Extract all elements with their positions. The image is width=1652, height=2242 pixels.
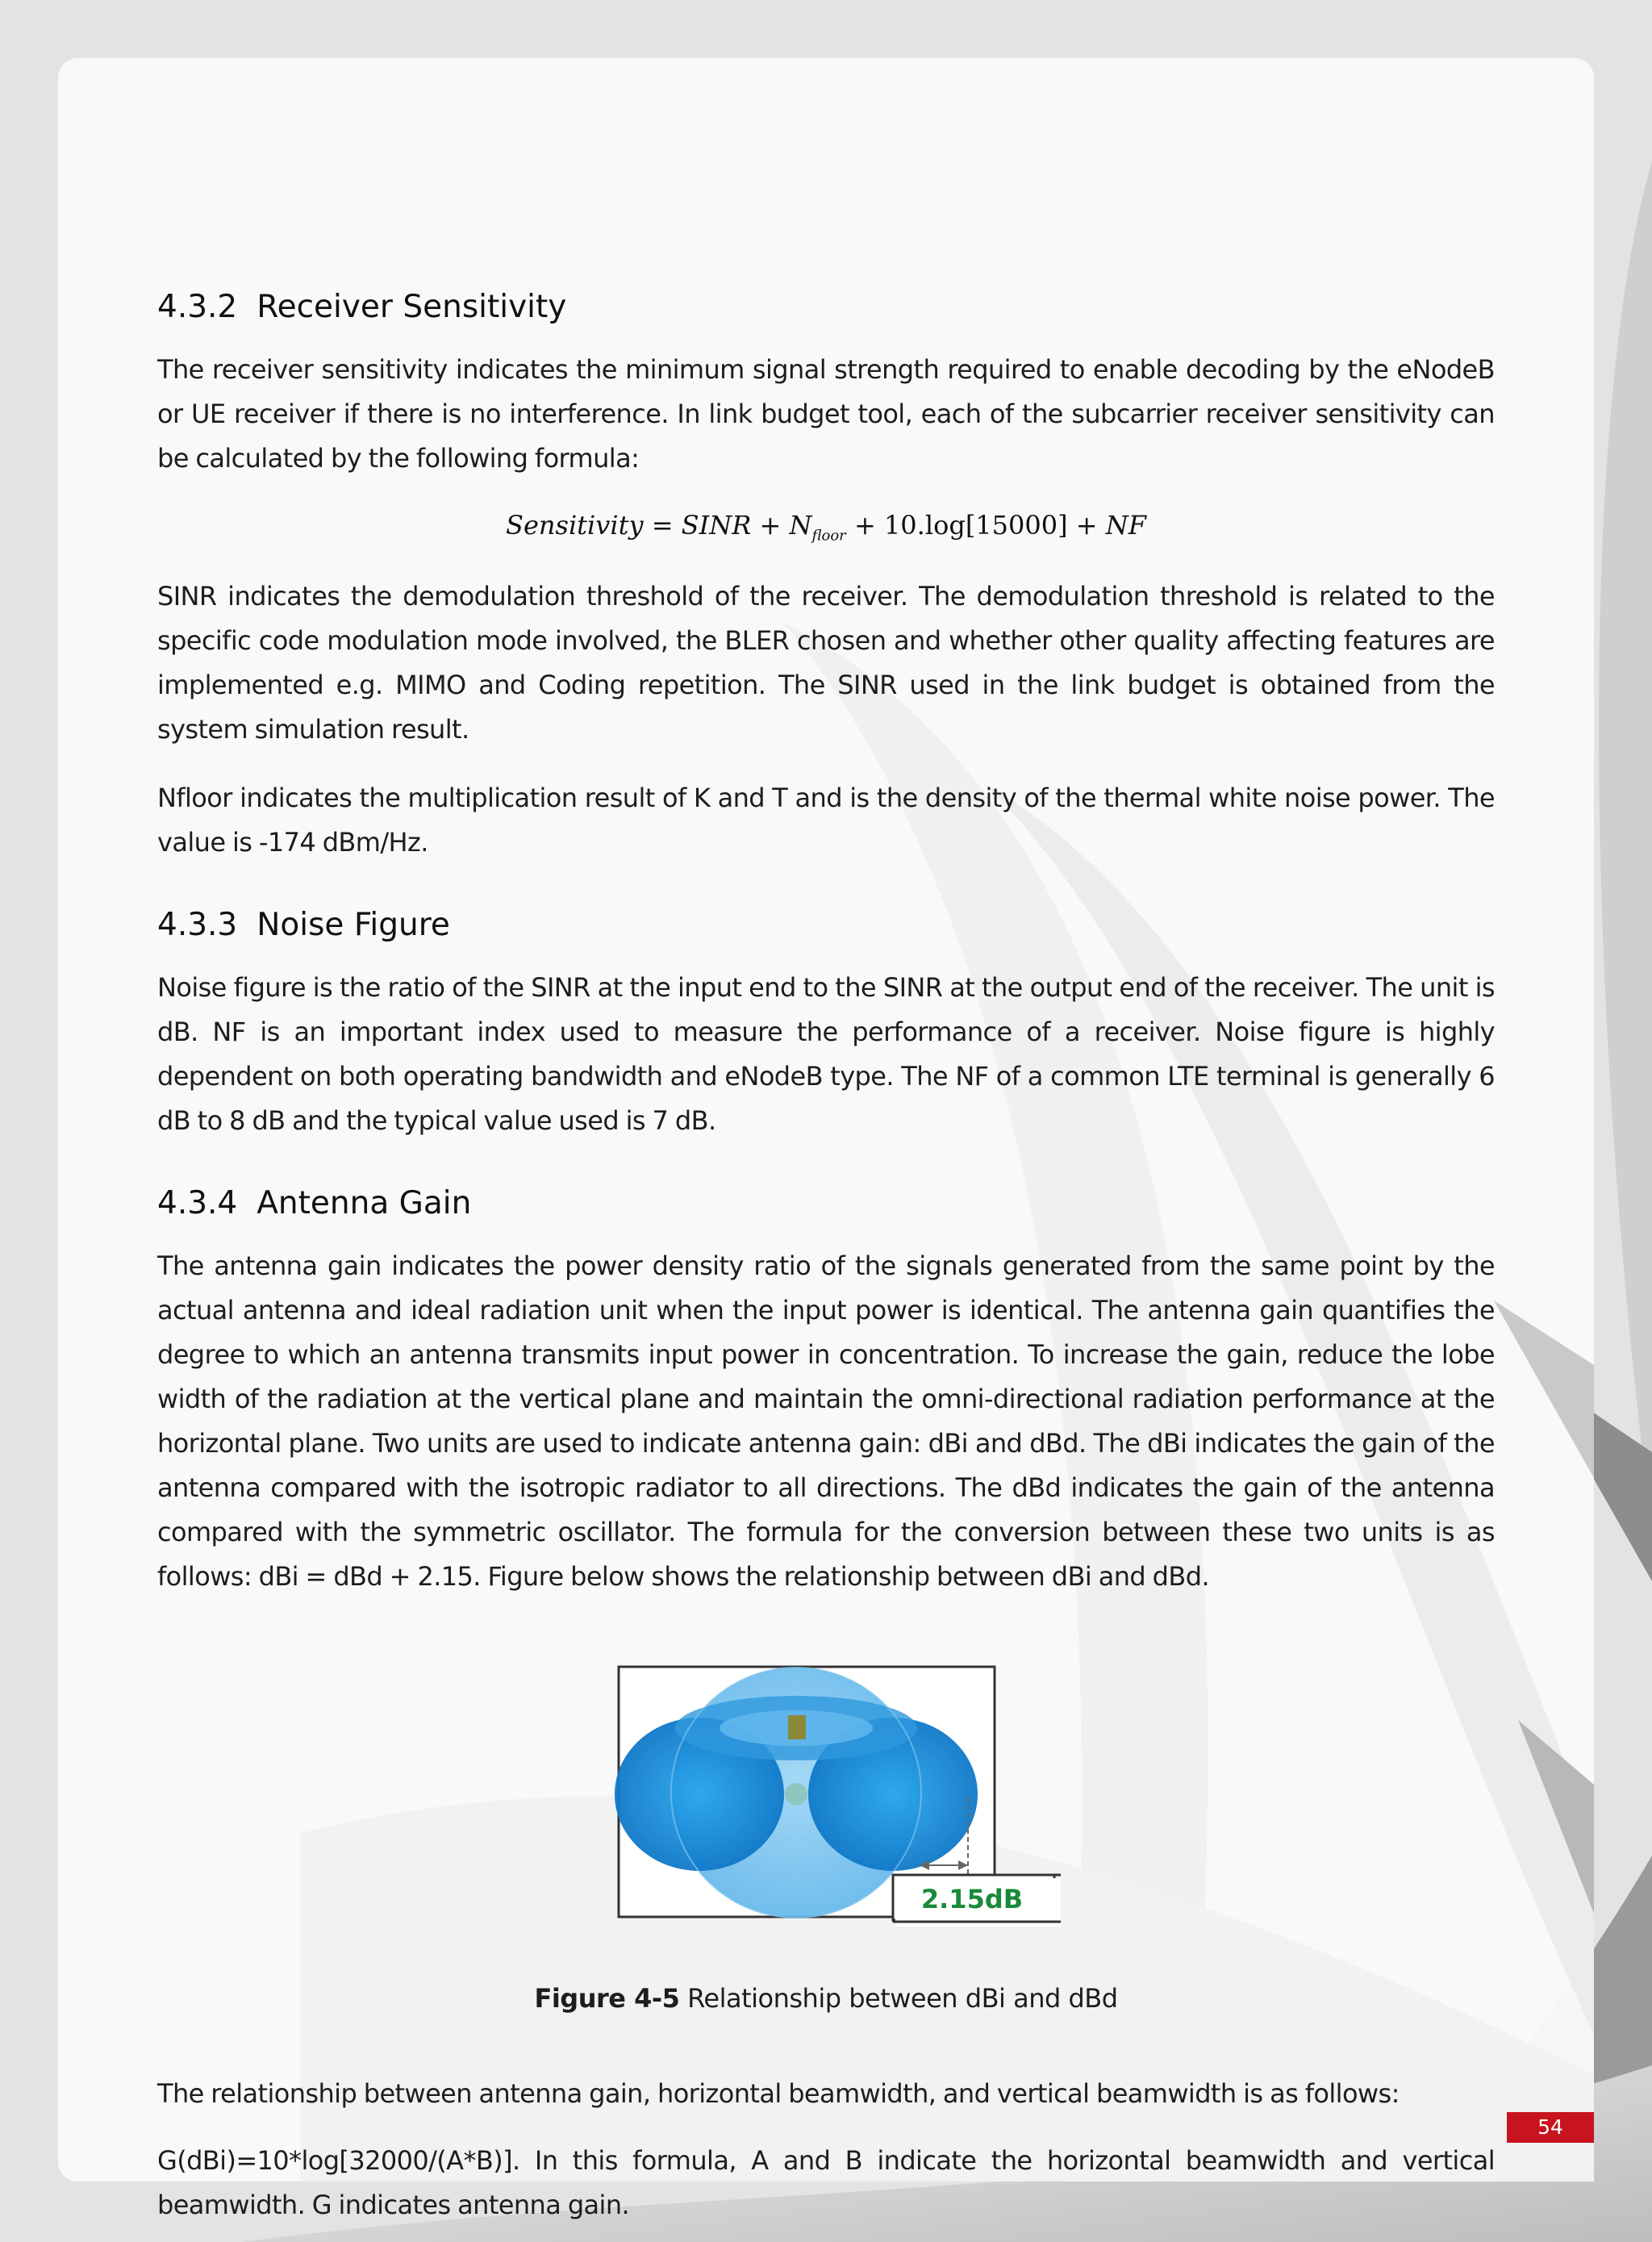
section-title: Antenna Gain <box>257 1184 472 1221</box>
antenna-gain-figure <box>157 1647 1495 1954</box>
figure-annotation: 2.15dB <box>920 1883 1024 1914</box>
paragraph: The receiver sensitivity indicates the minimum signal strength required to enable decoding by the eNodeB or UE receiver if there is no interference. In link budget tool, each of the subcarrier receiver sensitivity can be calculated by the following formula: <box>157 353 1495 474</box>
figure-caption-label: Figure 4-5 <box>534 1982 680 2014</box>
figure-caption <box>157 1983 1495 2014</box>
section-number: 4.3.3 <box>157 907 238 944</box>
section-number: 4.3.2 <box>157 289 238 325</box>
section-number: 4.3.4 <box>157 1184 238 1221</box>
paragraph: G(dBi)=10*log[32000/(A*B)]. In this formula, A and B indicate the horizontal beamwidth and vertical beamwidth. G indicates antenna gain. <box>157 2144 1495 2220</box>
paragraph: Nfloor indicates the multiplication result of K and T and is the density of the thermal white noise power. The value is -174 dBm/Hz. <box>157 783 1495 858</box>
document-page <box>58 58 1594 2220</box>
section-title: Receiver Sensitivity <box>257 289 567 325</box>
paragraph: Noise figure is the ratio of the SINR at the input end to the SINR at the output end of the receiver. The unit is dB. NF is an important index used to measure the performance of a receiver. Noise figure is highly dependent on both operating bandwidth and eNodeB type. The NF of a common LTE terminal is generally 6 dB to 8 dB and the typical value used is 7 dB. <box>157 971 1495 1136</box>
paragraph: SINR indicates the demodulation threshold of the receiver. The demodulation threshold is related to the specific code modulation mode involved, the BLER chosen and whether other quality affecting features are implemented e.g. MIMO and Coding repetition. The SINR used in the link budget is obtained from the system simulation result. <box>157 581 1495 745</box>
main-content <box>157 229 1495 2227</box>
figure-caption-text: Relationship between dBi and dBd <box>679 1982 1118 2014</box>
section-heading-receiver-sensitivity <box>157 289 1495 327</box>
paragraph: The antenna gain indicates the power density ratio of the signals generated from the same point by the actual antenna and ideal radiation unit when the input power is identical. The antenna gain quantifies the degree to which an antenna transmits input power in concentration. To increase the gain, reduce the lobe width of the radiation at the vertical plane and maintain the omni-directional radiation performance at the horizontal plane. Two units are used to indicate antenna gain: dBi and dBd. The dBi indicates the gain of the antenna compared with the isotropic radiator to all directions. The dBd indicates the gain of the antenna compared with the symmetric oscillator. The formula for the conversion between these two units is as follows: dBi = dBd + 2.15. Figure below shows the relationship between dBi and dBd. <box>157 1250 1495 1592</box>
sensitivity-formula: Sensitivity = SINR + $N_{floor} + 10.\log[15000]$ + NF <box>506 509 1146 545</box>
section-heading-noise-figure <box>157 907 1495 945</box>
page-number: 54 <box>1507 2112 1594 2143</box>
section-title: Noise Figure <box>257 907 450 944</box>
radiation-pattern-image <box>609 1664 1061 1946</box>
section-heading-antenna-gain <box>157 1185 1495 1223</box>
paragraph: The relationship between antenna gain, horizontal beamwidth, and vertical beamwidth is as follows: <box>157 2077 1400 2109</box>
